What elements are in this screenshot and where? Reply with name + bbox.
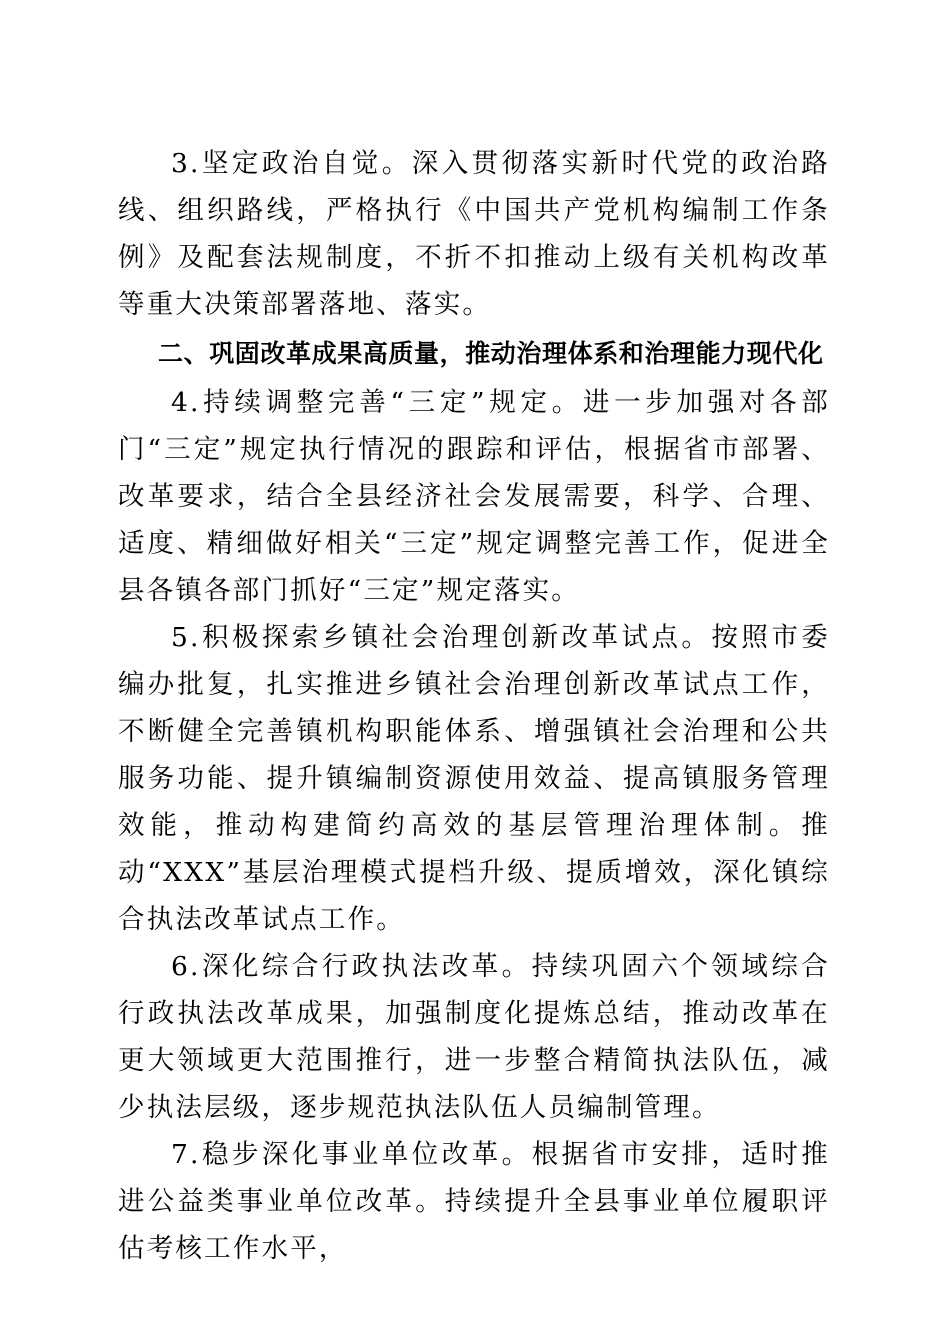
paragraph-item-3-political-consciousness: 3.坚定政治自觉。深入贯彻落实新时代党的政治路线、组织路线，严格执行《中国共产党机构编制工作条例》及配套法规制度，不折不扣推动上级有关机构改革等重大决策部署落地、落实。	[118, 148, 830, 320]
paragraph-item-4-three-determinations: 4.持续调整完善“三定”规定。进一步加强对各部门“三定”规定执行情况的跟踪和评估，根据省市部署、改革要求，结合全县经济社会发展需要，科学、合理、适度、精细做好相关“三定”规定调整完善工作，促进全县各镇各部门抓好“三定”规定落实。	[118, 387, 830, 606]
paragraph-item-6-administrative-law-enforcement: 6.深化综合行政执法改革。持续巩固六个领域综合行政执法改革成果，加强制度化提炼总结，推动改革在更大领域更大范围推行，进一步整合精简执法队伍，减少执法层级，逐步规范执法队伍人员编制管理。	[118, 951, 830, 1123]
paragraph-item-5-township-governance-pilot: 5.积极探索乡镇社会治理创新改革试点。按照市委编办批复，扎实推进乡镇社会治理创新改革试点工作，不断健全完善镇机构职能体系、增强镇社会治理和公共服务功能、提升镇编制资源使用效益、提高镇服务管理效能，推动构建简约高效的基层管理治理体制。推动“XXX”基层治理模式提档升级、提质增效，深化镇综合执法改革试点工作。	[118, 622, 830, 935]
section-heading-2: 二、巩固改革成果高质量，推动治理体系和治理能力现代化	[158, 339, 824, 368]
paragraph-item-7-public-institution-reform: 7.稳步深化事业单位改革。根据省市安排，适时推进公益类事业单位改革。持续提升全县事业单位履职评估考核工作水平，	[118, 1139, 830, 1264]
document-body	[118, 140, 830, 1272]
